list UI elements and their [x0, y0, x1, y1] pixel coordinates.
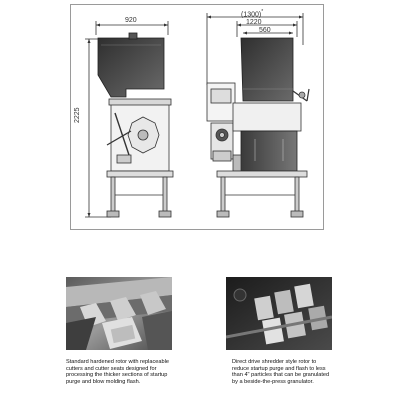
dim-height — [74, 107, 82, 123]
rotor-photo-shredder-image — [226, 277, 332, 350]
front-view — [207, 13, 309, 217]
rotor-photo-shredder — [226, 277, 332, 350]
dim-overall-value: (1300) — [241, 11, 262, 19]
dim-height-value: 2225 — [74, 107, 81, 123]
dim-overall-sup: * — [261, 9, 264, 15]
dim-width-side: 920 — [125, 17, 137, 24]
rotor-caption-shredder: Direct drive shredder style rotor to reduce startup purge and flash to less than 4" particles that can be granulated by a beside-the-press granulator. — [232, 359, 330, 385]
dim-overall — [241, 8, 263, 19]
rotor-photo-standard — [66, 277, 172, 350]
dim-width-front: 1220 — [246, 19, 262, 26]
rotor-photo-standard-image — [66, 277, 172, 350]
machine-line-drawing — [71, 5, 325, 231]
side-view — [85, 21, 173, 217]
rotor-caption-standard: Standard hardened rotor with replaceable cutters and cutter seats designed for processing the thicker sections of startup purge and blow molding flash. — [66, 359, 169, 385]
dim-hopper: 560 — [259, 27, 271, 34]
technical-drawing-panel — [70, 4, 324, 230]
